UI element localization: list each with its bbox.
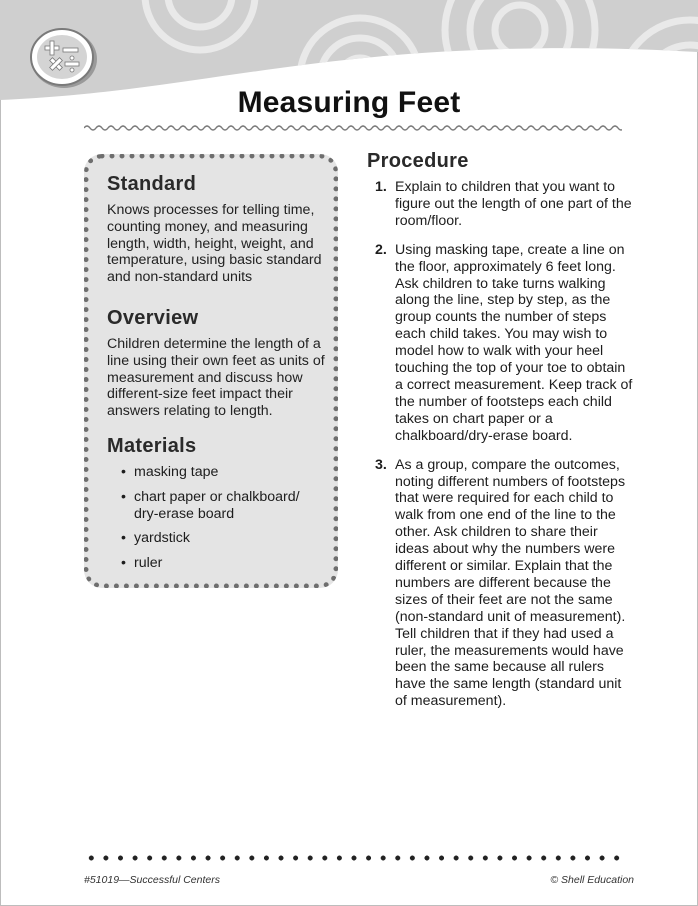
step-text: Using masking tape, create a line on the floor, approximately 6 feet long. Ask children to take turns walking along the line, step by step, as the group counts the number of steps each child takes. You may wish to model how to walk with your heel touching the top of your toe to obtain a correct measurement. Keep track of the number of footsteps each child takes on chart paper or a chalkboard/dry-erase board. bbox=[395, 241, 633, 444]
step-text: As a group, compare the outcomes, noting different numbers of footsteps that were required for each child to walk from one end of the line to the other. Ask children to share their ideas about why the numbers were different or similar. Explain that the numbers are different because the sizes of their feet are not the same (non-standard unit of measurement). Tell children that if they had used a ruler, the measurements would have been the same because all rulers have the same length (standard unit of measurement). bbox=[395, 456, 626, 710]
info-sidebar bbox=[84, 154, 338, 588]
step-number: 2. bbox=[375, 241, 387, 258]
wavy-divider bbox=[84, 121, 622, 135]
materials-item: • masking tape bbox=[107, 464, 327, 481]
standard-heading: Standard bbox=[107, 173, 197, 195]
procedure-heading: Procedure bbox=[367, 150, 469, 172]
dotted-footer-rule bbox=[84, 855, 624, 861]
step-number: 1. bbox=[375, 179, 387, 195]
procedure-steps bbox=[371, 179, 633, 722]
overview-text: Children determine the length of a line using their own feet as units of measurement and discuss how different-size feet impact their answers relating to length. bbox=[107, 336, 325, 420]
materials-item: • ruler bbox=[107, 555, 327, 572]
overview-heading: Overview bbox=[107, 307, 199, 329]
procedure-step bbox=[371, 242, 633, 445]
math-operations-icon bbox=[27, 24, 99, 90]
materials-heading: Materials bbox=[107, 435, 197, 457]
overview-section bbox=[107, 307, 327, 420]
page-title: Measuring Feet bbox=[237, 86, 461, 119]
step-number: 3. bbox=[375, 456, 387, 473]
footer-copyright: © Shell Education bbox=[550, 874, 634, 886]
materials-section bbox=[107, 435, 327, 580]
materials-list bbox=[107, 464, 327, 572]
materials-item: • yardstick bbox=[107, 530, 327, 547]
procedure-step bbox=[371, 457, 633, 711]
standard-section bbox=[107, 173, 327, 286]
procedure-step bbox=[371, 179, 633, 230]
standard-text: Knows processes for telling time, counting money, and measuring length, width, height, weight, and temperature, using basic standard and non-standard units bbox=[107, 202, 322, 286]
footer-product-code: #51019—Successful Centers bbox=[84, 874, 220, 886]
materials-item: • chart paper or chalkboard/ dry-erase board bbox=[107, 489, 327, 523]
step-text: Explain to children that you want to figure out the length of one part of the room/floor. bbox=[395, 179, 632, 229]
